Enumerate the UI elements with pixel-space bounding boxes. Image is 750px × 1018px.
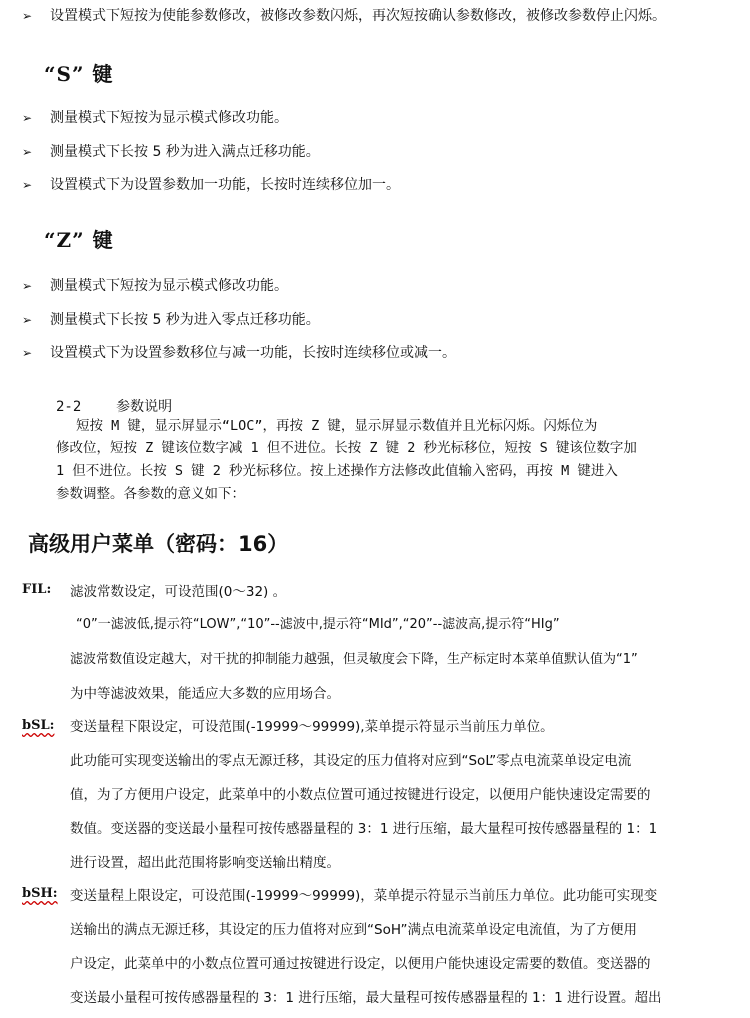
bsl-line: 变送量程下限设定，可设范围(-19999～99999),菜单提示符显示当前压力单位。 — [70, 719, 554, 735]
list-item — [22, 142, 320, 162]
bsl-line: 数值。变送器的变送最小量程可按传感器量程的 3：1 进行压缩，最大量程可按传感器量程的 1：1 — [70, 821, 658, 837]
bsh-line: 户设定，此菜单中的小数点位置可通过按键进行设定，以便用户能快速设定需要的数值。变送器的 — [70, 956, 651, 972]
arrow-bullet-icon: ➢ — [22, 346, 33, 360]
bullet-text: 测量模式下长按 5 秒为进入满点迁移功能。 — [50, 144, 320, 160]
list-item — [22, 310, 320, 330]
section-paragraph-line: 1 但不进位。长按 S 键 2 秒光标移位。按上述操作方法修改此值输入密码，再按 M 键进入 — [56, 463, 618, 479]
bsh-line: 变送最小量程可按传感器量程的 3：1 进行压缩，最大量程可按传感器量程的 1：1 进行设置。超出 — [70, 990, 662, 1006]
list-item — [22, 276, 288, 296]
list-item — [22, 175, 400, 195]
list-item — [22, 343, 456, 363]
bullet-text: 测量模式下长按 5 秒为进入零点迁移功能。 — [50, 312, 320, 328]
bsl-line: 值，为了方便用户设定，此菜单中的小数点位置可通过按键进行设定，以便用户能快速设定需要的 — [70, 787, 651, 803]
fil-line: 为中等滤波效果，能适应大多数的应用场合。 — [70, 686, 340, 702]
bsh-label: bSH: — [22, 886, 58, 901]
bsl-line: 进行设置，超出此范围将影响变送输出精度。 — [70, 855, 340, 871]
arrow-bullet-icon: ➢ — [22, 111, 33, 125]
z-key-heading: “Z” 键 — [44, 228, 114, 252]
s-key-heading: “S” 键 — [44, 62, 114, 86]
list-item — [22, 6, 666, 26]
bullet-text: 设置模式下为设置参数移位与减一功能，长按时连续移位或减一。 — [50, 345, 456, 361]
bsl-label: bSL: — [22, 718, 55, 733]
list-item — [22, 108, 288, 128]
section-title: 参数说明 — [116, 399, 173, 415]
bullet-text: 测量模式下短按为显示模式修改功能。 — [50, 278, 288, 294]
bsh-line: 送输出的满点无源迁移，其设定的压力值将对应到“SoH”满点电流菜单设定电流值，为了方便用 — [70, 922, 638, 938]
fil-line: “0”一滤波低,提示符“LOW”,“10”--滤波中,提示符“MId”,“20”--滤波高,提示符“HIg” — [76, 617, 560, 632]
bullet-text: 设置模式下短按为使能参数修改，被修改参数闪烁，再次短按确认参数修改，被修改参数停止闪烁。 — [50, 8, 666, 24]
section-paragraph-line: 短按 M 键，显示屏显示“LOC”，再按 Z 键，显示屏显示数值并且光标闪烁。闪烁位为 — [76, 418, 598, 434]
section-number: 2-2 — [56, 399, 82, 415]
bsh-line: 变送量程上限设定，可设范围(-19999～99999)，菜单提示符显示当前压力单位。此功能可实现变 — [70, 888, 658, 904]
section-paragraph-line: 参数调整。各参数的意义如下： — [56, 486, 245, 502]
arrow-bullet-icon: ➢ — [22, 145, 33, 159]
arrow-bullet-icon: ➢ — [22, 9, 33, 23]
section-paragraph-line: 修改位，短按 Z 键该位数字减 1 但不进位。长按 Z 键 2 秒光标移位，短按 S 键该位数字加 — [56, 440, 637, 456]
fil-line: 滤波常数设定，可设范围(0～32) 。 — [70, 584, 287, 600]
bullet-text: 设置模式下为设置参数加一功能，长按时连续移位加一。 — [50, 177, 400, 193]
arrow-bullet-icon: ➢ — [22, 313, 33, 327]
arrow-bullet-icon: ➢ — [22, 279, 33, 293]
fil-label: FIL: — [22, 582, 52, 597]
advanced-menu-heading: 高级用户菜单（密码：16） — [28, 532, 289, 556]
bsl-line: 此功能可实现变送输出的零点无源迁移，其设定的压力值将对应到“SoL”零点电流菜单设定电流 — [70, 753, 632, 769]
fil-line: 滤波常数值设定越大，对干扰的抑制能力越强，但灵敏度会下降，生产标定时本菜单值默认值为“1” — [70, 652, 638, 667]
section-heading — [56, 396, 172, 416]
bullet-text: 测量模式下短按为显示模式修改功能。 — [50, 110, 288, 126]
arrow-bullet-icon: ➢ — [22, 178, 33, 192]
